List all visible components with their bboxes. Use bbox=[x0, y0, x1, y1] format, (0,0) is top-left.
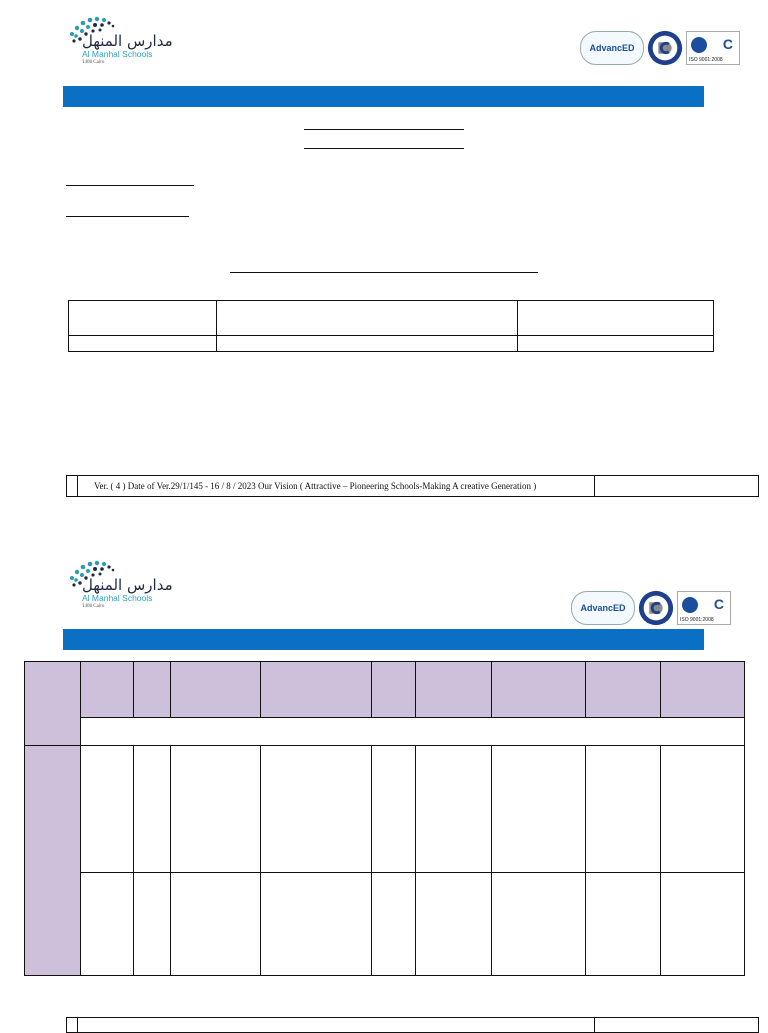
school-name-english: Al Manhal Schools bbox=[82, 49, 153, 59]
table-cell bbox=[134, 746, 171, 873]
info-cell bbox=[69, 336, 217, 352]
table-cell bbox=[586, 873, 661, 976]
table-cell bbox=[171, 746, 261, 873]
table-cell bbox=[261, 873, 372, 976]
header-cell bbox=[25, 662, 81, 746]
header-cell bbox=[261, 662, 372, 718]
table-cell bbox=[261, 746, 372, 873]
school-name-arabic: مدارس المنهل bbox=[82, 32, 173, 50]
field-underline-2 bbox=[66, 216, 189, 217]
iso-letter: C bbox=[713, 596, 724, 612]
subheader-cell bbox=[81, 718, 745, 746]
table-cell bbox=[81, 746, 134, 873]
school-logo bbox=[68, 14, 178, 74]
advanced-logo: AdvancED bbox=[571, 591, 635, 625]
title-underline-2 bbox=[304, 148, 464, 149]
table-cell bbox=[81, 873, 134, 976]
header-cell bbox=[134, 662, 171, 718]
info-cell bbox=[518, 336, 714, 352]
title-underline-1 bbox=[304, 129, 464, 130]
table-cell bbox=[492, 873, 586, 976]
header-cell bbox=[372, 662, 416, 718]
info-cell bbox=[217, 336, 518, 352]
school-subtitle: 1408 Cairo bbox=[82, 604, 105, 609]
table-cell bbox=[661, 873, 745, 976]
header-cell bbox=[586, 662, 661, 718]
header-cell bbox=[171, 662, 261, 718]
table-cell bbox=[416, 873, 492, 976]
globe-icon bbox=[682, 597, 698, 613]
table-cell bbox=[586, 746, 661, 873]
globe-icon bbox=[691, 37, 707, 53]
lesson-plan-table bbox=[24, 661, 745, 976]
advanced-logo: AdvancED bbox=[580, 31, 644, 65]
header-band bbox=[63, 629, 704, 650]
accreditation-logos bbox=[571, 586, 731, 630]
info-table bbox=[68, 300, 714, 352]
header-cell bbox=[492, 662, 586, 718]
school-subtitle: 1408 Cairo bbox=[82, 60, 105, 65]
school-name-arabic: مدارس المنهل bbox=[82, 576, 173, 594]
info-cell bbox=[518, 301, 714, 336]
version-footer bbox=[66, 475, 759, 497]
school-name-english: Al Manhal Schools bbox=[82, 593, 153, 603]
table-cell bbox=[492, 746, 586, 873]
header-band bbox=[63, 86, 704, 107]
table-cell bbox=[134, 873, 171, 976]
field-underline-1 bbox=[66, 185, 194, 186]
header-cell bbox=[416, 662, 492, 718]
section-underline bbox=[230, 272, 538, 273]
table-cell bbox=[171, 873, 261, 976]
iso-label: ISO 9001:2008 bbox=[689, 57, 723, 63]
school-logo bbox=[68, 558, 178, 618]
table-cell bbox=[661, 746, 745, 873]
cognia-seal-icon bbox=[646, 29, 684, 67]
cognia-seal-icon bbox=[637, 589, 675, 627]
version-text: Ver. ( 4 ) Date of Ver.29/1/145 - 16 / 8 / 2023 Our Vision ( Attractive – Pioneering Schools-Making A creative Generation ) bbox=[78, 476, 595, 496]
row-header-cell bbox=[25, 746, 81, 976]
iso-letter: C bbox=[722, 36, 733, 52]
table-cell bbox=[416, 746, 492, 873]
header-cell bbox=[81, 662, 134, 718]
info-cell bbox=[217, 301, 518, 336]
iso-badge bbox=[677, 591, 731, 625]
header-cell bbox=[661, 662, 745, 718]
table-cell bbox=[372, 746, 416, 873]
table-cell bbox=[372, 873, 416, 976]
accreditation-logos bbox=[580, 26, 740, 70]
version-footer-partial bbox=[66, 1017, 759, 1033]
iso-label: ISO 9001:2008 bbox=[680, 617, 714, 623]
info-cell bbox=[69, 301, 217, 336]
iso-badge bbox=[686, 31, 740, 65]
